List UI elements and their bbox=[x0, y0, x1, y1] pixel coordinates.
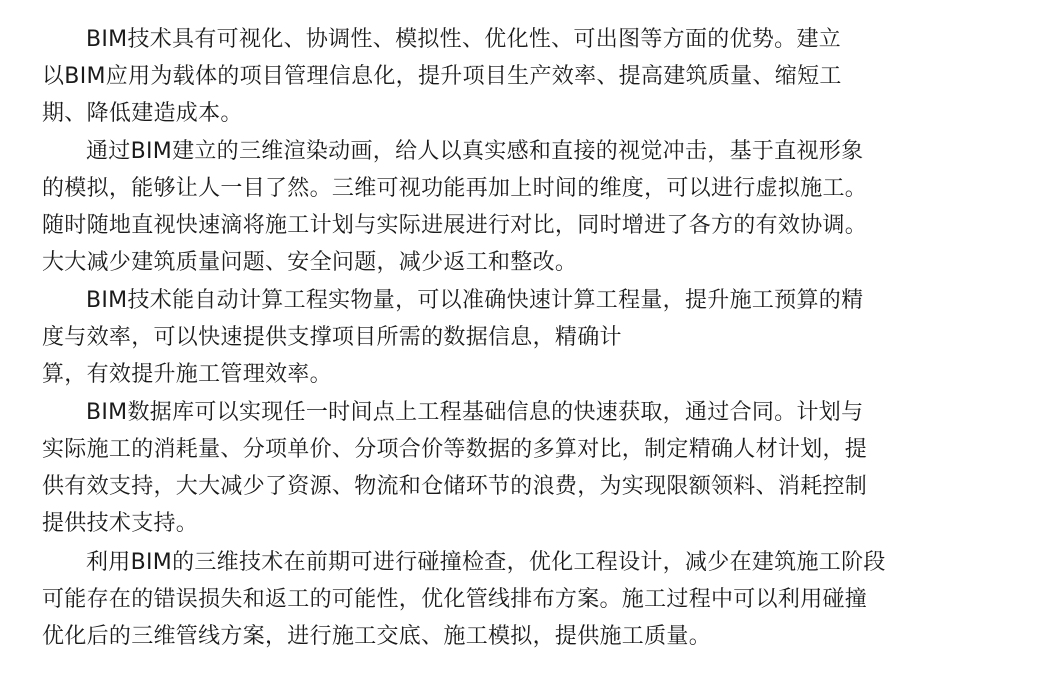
paragraph-3-line-3: 算，有效提升施工管理效率。 bbox=[42, 362, 332, 387]
paragraph-1-line-1: BIM技术具有可视化、协调性、模拟性、优化性、可出图等方面的优势。建立 bbox=[86, 27, 842, 52]
paragraph-1-line-2: 以BIM应用为载体的项目管理信息化，提升项目生产效率、提高建筑质量、缩短工 bbox=[42, 64, 842, 89]
paragraph-3-line-1: BIM技术能自动计算工程实物量，可以准确快速计算工程量，提升施工预算的精 bbox=[86, 288, 864, 313]
paragraph-1-line-3: 期、降低建造成本。 bbox=[42, 101, 243, 126]
paragraph-4-line-3: 供有效支持，大大减少了资源、物流和仓储环节的浪费，为实现限额领料、消耗控制 bbox=[42, 474, 868, 499]
paragraph-2-line-4: 大大减少建筑质量问题、安全问题，减少返工和整改。 bbox=[42, 250, 578, 275]
paragraph-4-line-1: BIM数据库可以实现任一时间点上工程基础信息的快速获取，通过合同。计划与 bbox=[86, 400, 864, 425]
paragraph-5-line-2: 可能存在的错误损失和返工的可能性，优化管线排布方案。施工过程中可以利用碰撞 bbox=[42, 587, 868, 612]
paragraph-4-line-4: 提供技术支持。 bbox=[42, 511, 199, 536]
paragraph-5-line-3: 优化后的三维管线方案，进行施工交底、施工模拟，提供施工质量。 bbox=[42, 624, 712, 649]
paragraph-2-line-2: 的模拟，能够让人一目了然。三维可视功能再加上时间的维度，可以进行虚拟施工。 bbox=[42, 176, 868, 201]
paragraph-4-line-2: 实际施工的消耗量、分项单价、分项合价等数据的多算对比，制定精确人材计划，提 bbox=[42, 437, 868, 462]
paragraph-2-line-1: 通过BIM建立的三维渲染动画，给人以真实感和直接的视觉冲击，基于直视形象 bbox=[86, 139, 864, 164]
paragraph-5-line-1: 利用BIM的三维技术在前期可进行碰撞检查，优化工程设计，减少在建筑施工阶段 bbox=[86, 550, 886, 575]
paragraph-2-line-3: 随时随地直视快速滴将施工计划与实际进展进行对比，同时增进了各方的有效协调。 bbox=[42, 213, 868, 238]
paragraph-3-line-2: 度与效率，可以快速提供支撑项目所需的数据信息，精确计 bbox=[42, 325, 622, 350]
